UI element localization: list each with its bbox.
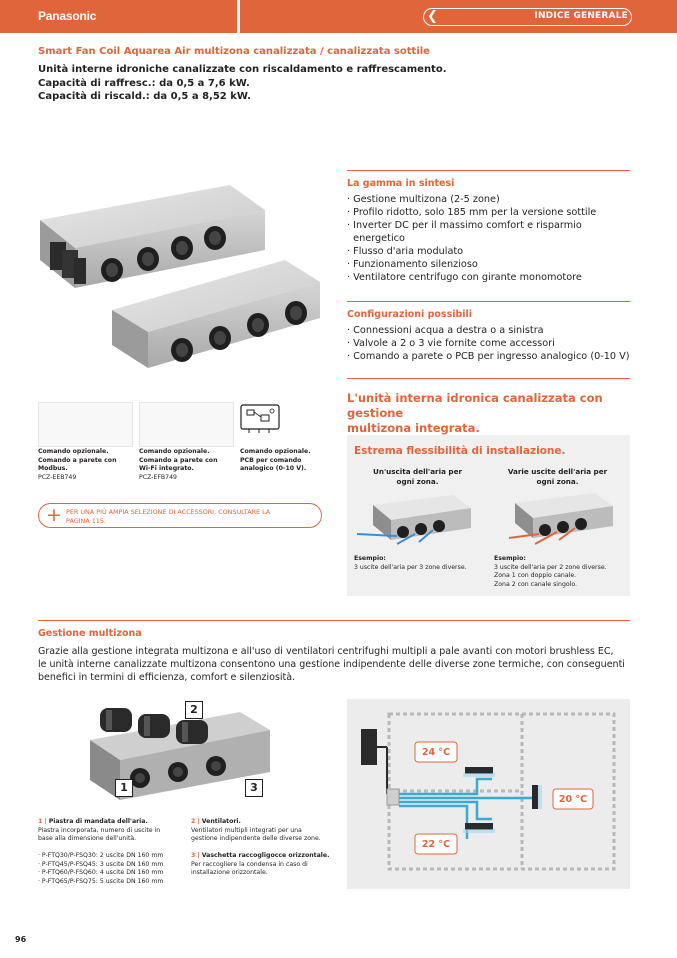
product-title: Smart Fan Coil Aquarea Air multizona canalizzata / canalizzata sottile <box>38 46 430 57</box>
divider-summary <box>347 170 630 171</box>
list-item: · Connessioni acqua a destra o a sinistra <box>347 325 544 336</box>
accessory-caption-3: Comando opzionale. PCB per comando analogico (0-10 V). <box>240 448 311 472</box>
accessories-note[interactable]: PER UNA PIÙ AMPIA SELEZIONE DI ACCESSORI, CONSULTARE LA PAGINA 115. <box>66 508 271 525</box>
temp-zone-2: 20 °C <box>558 794 588 805</box>
highlight-title: L'unità interna idronica canalizzata con gestione multizona integrata. <box>347 391 603 435</box>
header-brand-bar <box>0 0 237 33</box>
chevron-left-icon: ❮ <box>427 9 438 24</box>
legend-1: 1 | Piastra di mandata dell'aria. Piastra incorporata, numero di uscite in base alla dimensione dell'unità. · P-FTQ30/P-FSQ30: 2 uscite DN 160 mm · P-FTQ45/P-FSQ45: 3 uscite DN 160 mm · P-FTQ60/P-FSQ60: 4 uscite DN 160 mm · P-FTQ65/P-FSQ75: 5 uscite DN 160 mm <box>38 818 164 885</box>
list-item: · Profilo ridotto, solo 185 mm per la versione sottile <box>347 207 597 218</box>
divider-highlight <box>347 378 630 379</box>
accessory-wifi-image <box>139 402 234 447</box>
page-number: 96 <box>15 935 27 944</box>
accessory-caption-1: Comando opzionale. Comando a parete con Modbus. PCZ-EEB749 <box>38 448 117 481</box>
configs-title: Configurazioni possibili <box>347 309 473 320</box>
list-item: · Flusso d'aria modulato <box>347 246 464 257</box>
list-item: · Comando a parete o PCB per ingresso analogico (0-10 V) <box>347 351 630 362</box>
flexibility-title: Estrema flessibilità di installazione. <box>354 445 566 457</box>
accessory-caption-2: Comando opzionale. Comando a parete con Wi-Fi integrato. PCZ-EFB749 <box>139 448 218 481</box>
callout-2: 2 <box>185 701 203 719</box>
flex-left-example: Esempio: 3 uscite dell'aria per 3 zone diverse. <box>354 555 467 571</box>
brand-logo: Panasonic <box>38 9 97 23</box>
summary-title: La gamma in sintesi <box>347 178 455 189</box>
single-outlet-diagram <box>353 490 483 550</box>
list-item: · Gestione multizona (2-5 zone) <box>347 194 500 205</box>
pcb-icon <box>239 403 281 435</box>
temp-zone-1: 24 °C <box>421 747 451 758</box>
index-label[interactable]: INDICE GENERALE <box>534 11 628 21</box>
multizone-paragraph: Grazie alla gestione integrata multizona e all'uso di ventilatori centrifughi multipli a pale avanti con motori brushless EC, le unità interne canalizzate multizona consentono una gestione indipendente delle diverse zone termiche, con conseguenti benefici in termini di efficienza, comfort e silenziosità. <box>38 646 625 683</box>
flex-left-heading: Un'uscita dell'aria per ogni zona. <box>373 467 462 486</box>
legend-2-3: 2 | Ventilatori. Ventilatori multipli integrati per una gestione indipendente delle diverse zone. 3 | Vaschetta raccogligocce orizzontale. Per raccogliere la condensa in caso di installazione orizzontale. <box>191 818 330 876</box>
divider-configs <box>347 301 630 302</box>
list-item: energetico <box>347 233 405 244</box>
multiple-outlet-diagram <box>495 488 625 550</box>
accessory-modbus-image <box>38 402 133 447</box>
flex-right-heading: Varie uscite dell'aria per ogni zona. <box>507 467 608 486</box>
summary-list <box>347 193 596 284</box>
temp-zone-3: 22 °C <box>421 839 451 850</box>
callout-1: 1 <box>115 779 133 797</box>
list-item: · Funzionamento silenzioso <box>347 259 478 270</box>
product-units-image <box>30 180 330 370</box>
configs-list <box>347 324 630 363</box>
product-subtitle: Unità interne idroniche canalizzate con riscaldamento e raffrescamento. Capacità di raffresc.: da 0,5 a 7,6 kW. Capacità di riscald.: da 0,5 a 8,52 kW. <box>38 64 447 102</box>
callout-3: 3 <box>245 779 263 797</box>
list-item: · Inverter DC per il massimo comfort e risparmio <box>347 220 582 231</box>
plus-icon: + <box>46 504 62 526</box>
multizone-title: Gestione multizona <box>38 628 142 639</box>
flex-right-example: Esempio: 3 uscite dell'aria per 2 zone diverse. Zona 1 con doppio canale. Zona 2 con canale singolo. <box>494 555 607 588</box>
list-item: · Valvole a 2 o 3 vie fornite come accessori <box>347 338 555 349</box>
page-header <box>0 0 677 33</box>
list-item: · Ventilatore centrifugo con girante monomotore <box>347 272 582 283</box>
divider-multizone <box>38 620 630 621</box>
